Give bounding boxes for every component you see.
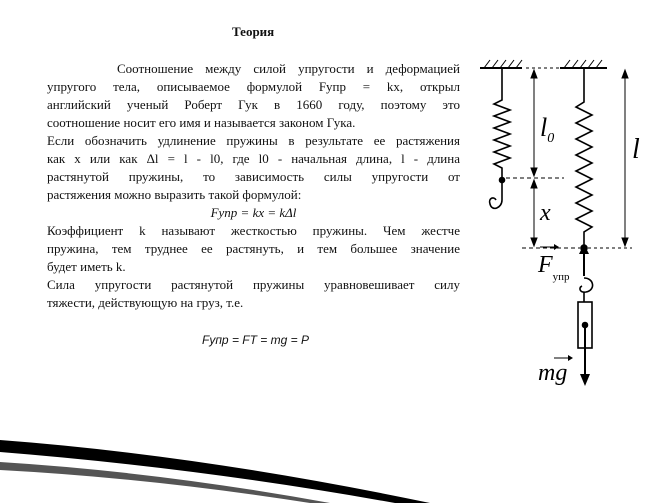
formula-hooke: Fупр = kx = kΔl: [210, 205, 297, 220]
label-f-elastic: $F_{упр}$: [538, 252, 570, 283]
label-l0: $l_0$: [540, 113, 555, 146]
text-line-6: как x или как Δl = l - l0, где l0 - начальная длина, l - длина: [47, 151, 460, 166]
text-line-3: английский ученый Роберт Гук в 1660 году, поэтому это: [47, 97, 460, 112]
text-line-14: тяжести, действующую на груз, т.е.: [47, 295, 244, 310]
text-line-4: соотношение носит его имя и называется законом Гука.: [47, 115, 356, 130]
label-x: x: [540, 200, 551, 226]
page-title: Теория: [232, 24, 275, 39]
text-line-10: Коэффициент k называют жесткостью пружины. Чем жестче: [47, 223, 460, 238]
text-line-8: растяжения можно выразить такой формулой:: [47, 187, 302, 202]
text-line-2: упругого тела, описываемое формулой Fупр = kx, открыл: [47, 79, 460, 94]
formula-balance: Fупр = FT = mg = P: [202, 333, 309, 347]
text-line-7: растянутой пружины, то зависимость силы упругости от: [47, 169, 460, 184]
text-line-5: Если обозначить удлинение пружины в результате ее растяжения: [47, 133, 460, 148]
text-line-12: будет иметь k.: [47, 259, 126, 274]
label-l: l: [632, 134, 640, 165]
text-line-1: Соотношение между силой упругости и деформацией: [117, 61, 460, 76]
label-mg: mg: [538, 360, 568, 386]
text-line-13: Сила упругости растянутой пружины уравновешивает силу: [47, 277, 460, 292]
text-line-11: пружина, тем труднее ее растянуть, и тем большее значение: [47, 241, 460, 256]
